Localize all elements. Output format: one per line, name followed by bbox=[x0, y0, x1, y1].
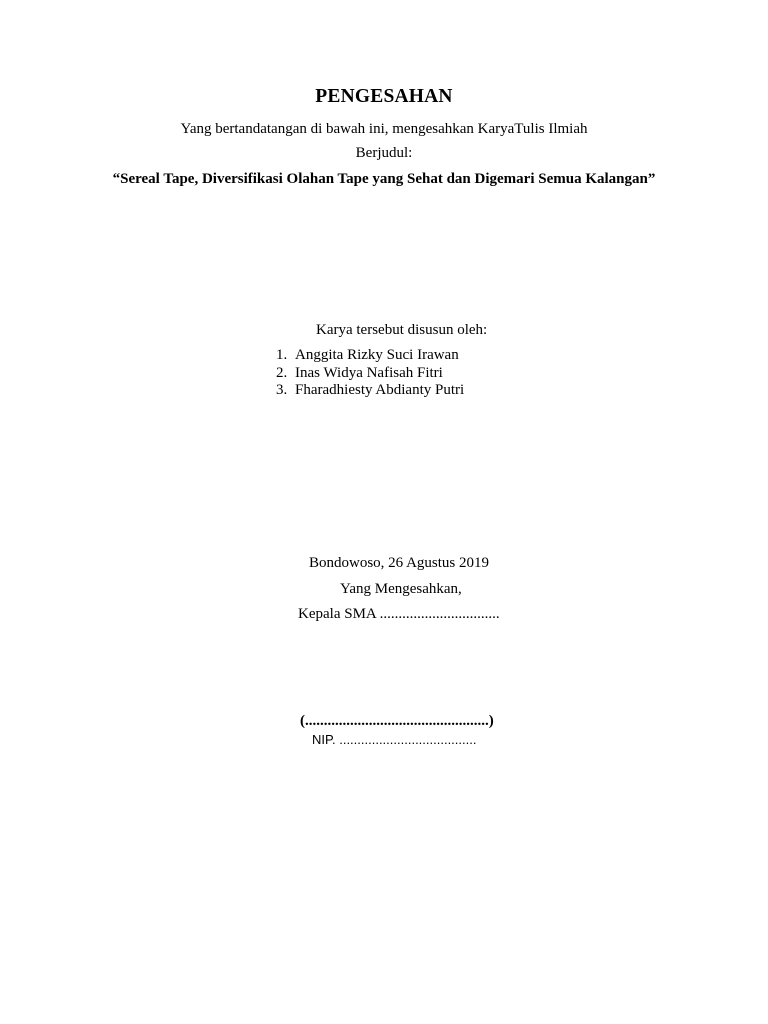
author-name: Inas Widya Nafisah Fitri bbox=[295, 364, 443, 381]
place-date: Bondowoso, 26 Agustus 2019 bbox=[309, 555, 490, 571]
approver-label: Yang Mengesahkan, bbox=[340, 581, 462, 597]
berjudul-label: Berjudul: bbox=[355, 145, 413, 161]
signature-line: (.................................................) bbox=[300, 713, 494, 729]
nip-line: NIP. ...................................... bbox=[312, 732, 477, 747]
author-item bbox=[276, 382, 464, 400]
author-item bbox=[276, 347, 464, 365]
author-number: 2. bbox=[276, 364, 288, 381]
work-title: “Sereal Tape, Diversifikasi Olahan Tape yang Sehat dan Digemari Semua Kalangan” bbox=[112, 171, 656, 187]
author-name: Fharadhiesty Abdianty Putri bbox=[295, 382, 465, 398]
author-list bbox=[276, 347, 464, 400]
intro-text: Yang bertandatangan di bawah ini, mengesahkan KaryaTulis Ilmiah bbox=[180, 121, 588, 137]
author-name: Anggita Rizky Suci Irawan bbox=[295, 347, 459, 363]
author-item bbox=[276, 365, 464, 383]
principal-label: Kepala SMA ................................ bbox=[298, 606, 500, 622]
authors-label: Karya tersebut disusun oleh: bbox=[316, 322, 488, 338]
author-number: 3. bbox=[276, 382, 288, 398]
page-title: PENGESAHAN bbox=[315, 86, 453, 107]
author-number: 1. bbox=[276, 347, 288, 363]
